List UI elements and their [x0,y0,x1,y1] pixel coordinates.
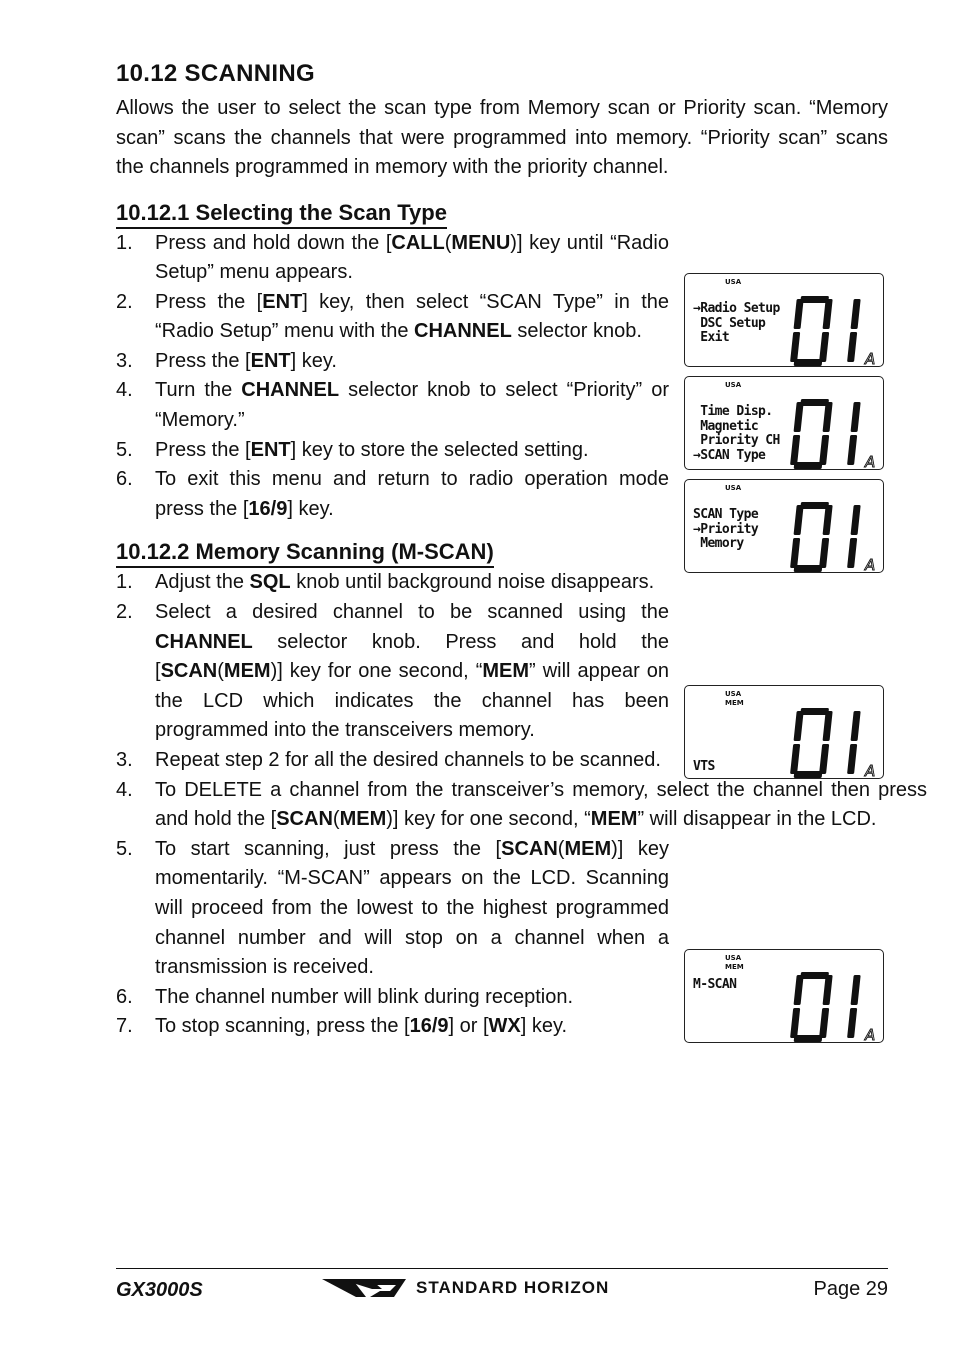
step-text: ( [444,231,452,254]
brand-mark-icon [322,1277,406,1299]
lcd-segment [847,332,857,362]
channel-digits [787,972,877,1042]
step-text: ] key. [290,349,337,372]
step-text: ” will disappear in the LCD. [637,808,877,831]
step-text: ] key. [520,1015,568,1038]
lcd-segment [823,402,833,432]
step-number: 2. [116,601,133,624]
lcd-display-radio-setup [684,273,884,367]
section-title: 10.12 SCANNING [116,60,315,87]
lcd-display-setup-menu [684,376,884,470]
lcd-channel-suffix: A [865,453,876,469]
step-text: ] key to store the selected setting. [290,438,589,461]
step-text: To exit this menu and return to radio operation mode press the [ [155,468,669,520]
step-text: ” will appear on the LCD which indicates the channel has been programmed into the transceivers memory. [155,660,669,742]
key-label: MEM [482,660,530,683]
step-number: 1. [116,571,133,594]
lcd-segment [847,435,857,465]
lcd-indicators: USA [725,484,742,492]
step-item [116,229,669,288]
lcd-menu-text: SCAN Type →Priority Memory [693,507,759,551]
key-label: MEM [590,808,638,831]
step-text: )] key momentarily. “M-SCAN” appears on the LCD. Scanning will proceed from the lowest to the highest programmed channel number and will stop on a channel when a transmission is received. [155,837,669,979]
lcd-display-memory [684,685,884,779]
lcd-display-m-scan [684,949,884,1043]
key-label: SCAN [276,808,333,831]
lcd-segment [790,435,800,465]
page-footer [116,1268,888,1309]
lcd-segment [794,711,804,741]
step-text: Turn the [155,379,242,402]
lcd-segment [819,435,829,465]
step-text: ( [557,837,565,860]
key-label: CHANNEL [241,379,340,402]
step-text: Press the [ [155,349,251,372]
step-item [116,465,669,524]
lcd-segment [790,1008,800,1038]
lcd-segment [851,505,861,535]
lcd-segment [790,332,800,362]
key-label: ENT [250,438,291,461]
section-intro: Allows the user to select the scan type from Memory scan or Priority scan. “Memory scan” scans the channels that were programmed into memory. “Priority scan” scans the channels programmed in memory with the priority channel. [116,97,888,178]
lcd-segment [790,538,800,568]
lcd-segment [851,299,861,329]
step-text: Select a desired channel to be scanned using the [155,601,669,624]
step-text: The channel number will blink during reception. [155,985,574,1008]
lcd-segment [819,1008,829,1038]
lcd-channel-suffix: A [865,1026,876,1042]
lcd-segment [794,299,804,329]
brand-name: STANDARD HORIZON [416,1278,610,1297]
lcd-indicators: USA MEM [725,690,744,707]
channel-digits [787,708,877,778]
step-text: selector knob to select “Priority” or “Memory.” [155,379,669,432]
key-label: WX [488,1015,521,1038]
step-number: 6. [116,468,133,491]
step-number: 6. [116,985,133,1008]
lcd-channel-number [787,972,877,1047]
step-text: To DELETE a channel from the transceiver’s memory, select the channel then press and hold the [ [155,778,927,831]
step-number: 4. [116,778,133,801]
step-text: ] or [ [448,1015,489,1038]
step-item [116,776,927,835]
channel-digits [787,399,877,469]
lcd-segment [823,299,833,329]
lcd-segment [794,505,804,535]
lcd-menu-text: M-SCAN [693,977,737,992]
step-text: Repeat step 2 for all the desired channels to be scanned. [155,749,661,771]
key-label: 16/9 [409,1015,449,1038]
step-number: 3. [116,749,133,771]
key-label: CHANNEL [155,630,253,653]
step-text: knob until background noise disappears. [290,571,655,594]
step-number: 2. [116,290,133,313]
step-number: 5. [116,438,133,461]
step-number: 3. [116,349,133,372]
lcd-channel-number [787,399,877,474]
page-number: Page 29 [813,1278,888,1300]
subsection-title-memory-scanning: 10.12.2 Memory Scanning (M-SCAN) [116,538,494,568]
step-text: ( [332,808,340,831]
lcd-segment [851,711,861,741]
key-label: MENU [451,231,511,254]
step-item [116,598,669,746]
lcd-segment [847,744,857,774]
step-text: ] key, then select “SCAN Type” in the “Radio Setup” menu with the [155,290,669,343]
step-number: 4. [116,379,133,402]
step-text: To start scanning, just press the [ [155,837,502,860]
key-label: 16/9 [248,497,288,520]
step-text: Press the [ [155,438,251,461]
lcd-segment [794,462,823,469]
lcd-segment [851,975,861,1005]
step-text: To stop scanning, press the [ [155,1015,410,1038]
lcd-segment [794,1035,823,1042]
key-label: ENT [250,349,291,372]
subsection-title-scan-type: 10.12.1 Selecting the Scan Type [116,199,447,229]
lcd-segment [819,332,829,362]
step-number: 7. [116,1015,133,1038]
lcd-segment [800,296,829,303]
step-text: selector knob. [511,320,642,343]
lcd-segment [819,538,829,568]
lcd-display-scan-type [684,479,884,573]
lcd-channel-number [787,502,877,577]
lcd-segment [794,771,823,778]
key-label: ENT [262,290,303,313]
step-item [116,436,669,466]
lcd-segment [823,711,833,741]
key-label: CHANNEL [414,320,512,343]
step-item [116,376,669,435]
lcd-channel-number [787,708,877,783]
key-label: MEM [564,837,612,860]
lcd-channel-suffix: A [865,556,876,572]
step-number: 5. [116,837,133,860]
lcd-segment [794,565,823,572]
key-label: SCAN [501,837,558,860]
key-label: MEM [339,808,387,831]
lcd-segment [823,505,833,535]
step-number: 1. [116,231,133,254]
lcd-segment [847,1008,857,1038]
key-label: CALL [391,231,445,254]
lcd-channel-suffix: A [865,350,876,366]
lcd-channel-suffix: A [865,762,876,778]
channel-digits [787,502,877,572]
lcd-indicators: USA [725,381,742,389]
lcd-menu-text: Time Disp. Magnetic Priority CH →SCAN Type [693,404,780,463]
key-label: MEM [223,660,271,683]
lcd-indicators: USA MEM [725,954,744,971]
brand-logo [322,1277,609,1299]
lcd-segment [823,975,833,1005]
step-text: Adjust the [155,571,250,594]
step-text: selector knob. Press and hold the [ [155,630,669,683]
step-text: Press the [ [155,290,263,313]
lcd-segment [800,502,829,509]
step-text: )] key for one second, “ [386,808,591,831]
lcd-segment [800,708,829,715]
lcd-segment [800,972,829,979]
lcd-channel-number [787,296,877,371]
key-label: SCAN [160,660,218,683]
lcd-segment [847,538,857,568]
step-text: )] key for one second, “ [270,660,483,683]
step-text: ( [217,660,224,683]
key-label: SQL [249,571,291,594]
lcd-segment [800,399,829,406]
lcd-segment [794,402,804,432]
step-item [116,835,669,983]
lcd-segment [819,744,829,774]
step-item [116,288,669,347]
channel-digits [787,296,877,366]
step-item [116,347,669,377]
lcd-menu-text: →Radio Setup DSC Setup Exit [693,301,780,345]
step-text: )] key until “Radio Setup” menu appears. [155,231,669,284]
step-text: Press and hold down the [ [155,231,392,254]
model-name: GX3000S [116,1279,203,1301]
lcd-segment [794,975,804,1005]
lcd-segment [790,744,800,774]
lcd-menu-text: VTS [693,759,715,774]
step-text: ] key. [287,497,334,520]
lcd-segment [794,359,823,366]
lcd-segment [851,402,861,432]
lcd-indicators: USA [725,278,742,286]
